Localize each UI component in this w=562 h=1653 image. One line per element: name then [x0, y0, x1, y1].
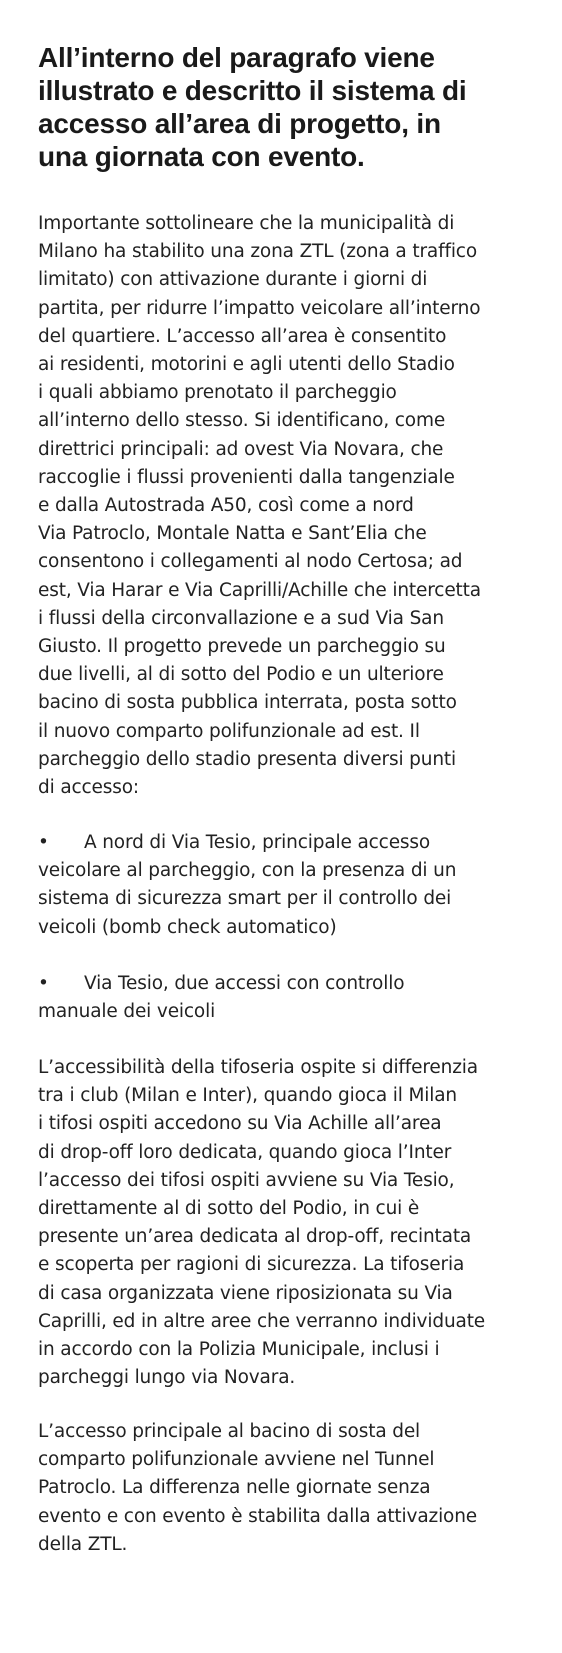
paragraph-line: di drop-off loro dedicata, quando gioca l’Inter [38, 1141, 452, 1163]
paragraph-line: il nuovo comparto polifunzionale ad est. Il [38, 720, 420, 742]
bullet-marker: • [38, 973, 49, 994]
heading-line: All’interno del paragrafo viene [38, 42, 435, 73]
paragraph-line: in accordo con la Polizia Municipale, inclusi i [38, 1339, 440, 1361]
paragraph-line: i tifosi ospiti accedono su Via Achille all’area [38, 1113, 442, 1135]
paragraph-line: Via Patroclo, Montale Natta e Sant’Elia che [38, 523, 427, 545]
tifoseria-paragraph [38, 1054, 533, 1392]
paragraph-line: di accesso: [38, 777, 140, 799]
paragraph-line: bacino di sosta pubblica interrata, posta sotto [38, 692, 457, 714]
intro-paragraph [38, 210, 533, 802]
paragraph-line: direttrici principali: ad ovest Via Novara, che [38, 438, 444, 460]
comparto-paragraph [38, 1418, 533, 1559]
paragraph-line: parcheggi lungo via Novara. [38, 1367, 296, 1389]
paragraph-line: i flussi della circonvallazione e a sud Via San [38, 607, 444, 629]
paragraph-line: Milano ha stabilito una zona ZTL (zona a traffico [38, 241, 477, 263]
paragraph-line: i quali abbiamo prenotato il parcheggio [38, 382, 397, 404]
paragraph-line: Patroclo. La differenza nelle giornate senza [38, 1477, 431, 1499]
paragraph-line: limitato) con attivazione durante i giorni di [38, 269, 428, 291]
paragraph-line: Importante sottolineare che la municipalità di [38, 213, 455, 234]
heading-line: illustrato e descritto il sistema di [38, 75, 467, 106]
paragraph-line: parcheggio dello stadio presenta diversi punti [38, 748, 457, 770]
paragraph-line: e dalla Autostrada A50, così come a nord [38, 495, 414, 517]
bullet-line: manuale dei veicoli [38, 1001, 216, 1023]
paragraph-line: evento e con evento è stabilita dalla attivazione [38, 1505, 478, 1527]
paragraph-line: di casa organizzata viene riposizionata su Via [38, 1282, 453, 1304]
paragraph-line: l’accesso dei tifosi ospiti avviene su Via Tesio, [38, 1169, 455, 1191]
paragraph-line: Giusto. Il progetto prevede un parcheggio su [38, 636, 446, 658]
paragraph-line: della ZTL. [38, 1533, 128, 1555]
bullet-item [38, 970, 533, 1026]
paragraph-line: est, Via Harar e Via Caprilli/Achille che intercetta [38, 579, 481, 601]
paragraph-line: raccoglie i flussi provenienti dalla tangenziale [38, 466, 455, 488]
paragraph-line: ai residenti, motorini e agli utenti dello Stadio [38, 354, 455, 376]
paragraph-line: consentono i collegamenti al nodo Certosa; ad [38, 551, 463, 573]
paragraph-line: del quartiere. L’accesso all’area è consentito [38, 325, 447, 347]
bullet-line: sistema di sicurezza smart per il controllo dei [38, 888, 452, 910]
paragraph-line: comparto polifunzionale avviene nel Tunnel [38, 1449, 435, 1471]
paragraph-line: direttamente al di sotto del Podio, in cui è [38, 1198, 420, 1220]
paragraph-line: partita, per ridurre l’impatto veicolare all’interno [38, 297, 481, 319]
paragraph-line: presente un’area dedicata al drop-off, recintata [38, 1226, 472, 1248]
bullet-line: veicoli (bomb check automatico) [38, 916, 337, 938]
heading-line: accesso all’area di progetto, in [38, 108, 441, 139]
paragraph-line: due livelli, al di sotto del Podio e un ulteriore [38, 664, 444, 686]
paragraph-line: L’accesso principale al bacino di sosta del [38, 1421, 421, 1442]
paragraph-line: all’interno dello stesso. Si identificano, come [38, 410, 446, 432]
section-heading [38, 41, 538, 173]
paragraph-line: e scoperta per ragioni di sicurezza. La tifoseria [38, 1254, 465, 1276]
bullet-line: A nord di Via Tesio, principale accesso [84, 832, 431, 853]
heading-line: una giornata con evento. [38, 141, 365, 172]
paragraph-line: Caprilli, ed in altre aree che verranno individuate [38, 1310, 486, 1332]
bullet-line: veicolare al parcheggio, con la presenza di un [38, 860, 457, 882]
paragraph-line: L’accessibilità della tifoseria ospite si differenzia [38, 1057, 478, 1078]
paragraph-line: tra i club (Milan e Inter), quando gioca il Milan [38, 1085, 457, 1107]
bullet-item [38, 829, 533, 942]
bullet-line: Via Tesio, due accessi con controllo [84, 973, 405, 994]
bullet-marker: • [38, 832, 49, 853]
